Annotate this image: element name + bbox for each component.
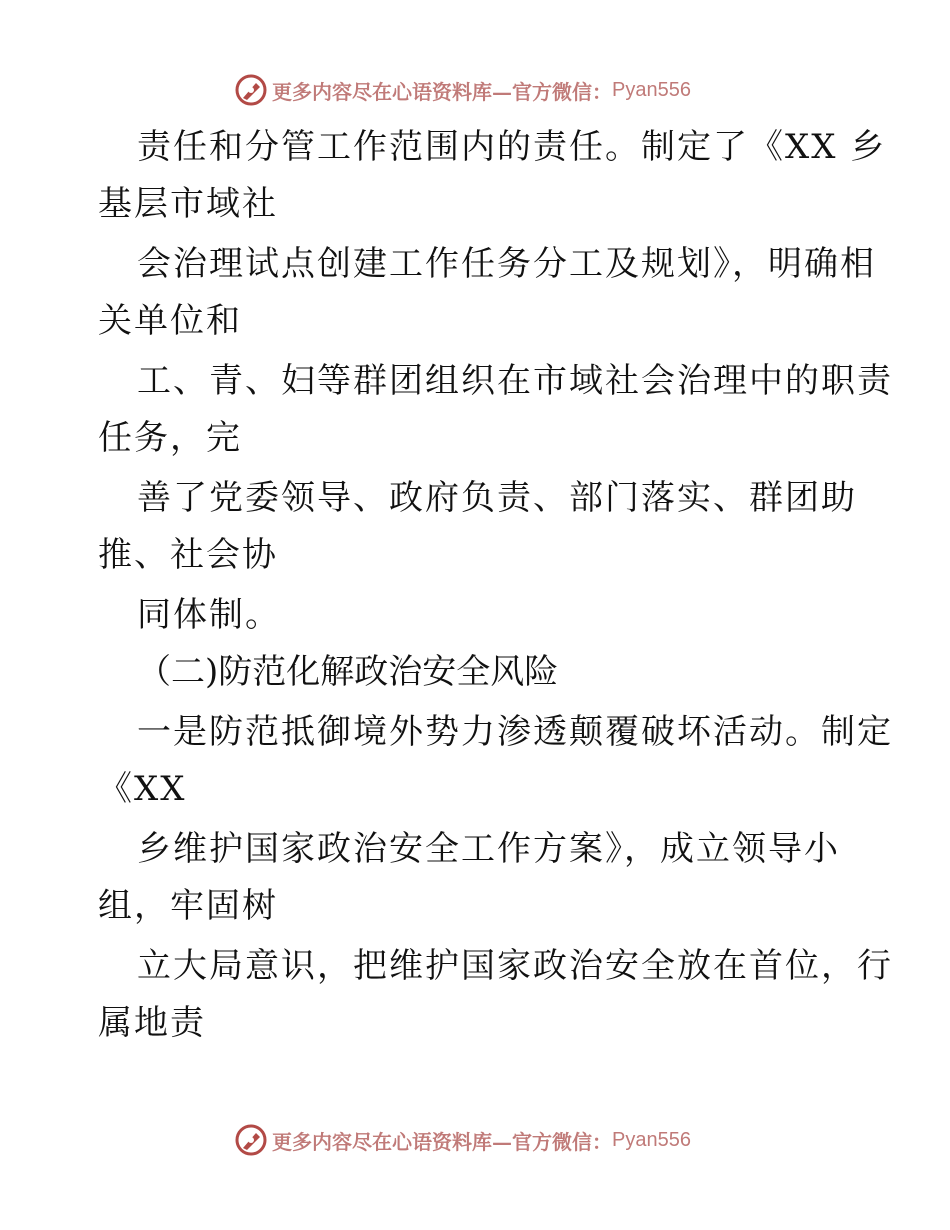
- body-line: 乡维护国家政治安全工作方案》，成立领导小: [137, 829, 840, 869]
- header-watermark: [234, 72, 691, 108]
- watermark-text: 更多内容尽在心语资料库—官方微信：: [272, 79, 612, 104]
- watermark-handle: Pyan556: [612, 78, 691, 101]
- body-line: 立大局意识，把维护国家政治安全放在首位，行: [137, 946, 893, 986]
- pen-logo-icon: [234, 73, 268, 107]
- body-line: 工、青、妇等群团组织在市域社会治理中的职责: [137, 361, 893, 401]
- body-line: 同体制。: [137, 595, 281, 635]
- body-line: 关单位和: [98, 301, 242, 341]
- section-heading: （二)防范化解政治安全风险: [137, 652, 559, 692]
- body-line: 推、社会协: [98, 535, 278, 575]
- body-line: 责任和分管工作范围内的责任。制定了《XX 乡: [137, 127, 887, 167]
- body-line: 善了党委领导、政府负责、部门落实、群团助: [137, 478, 857, 518]
- body-line: 基层市域社: [98, 184, 278, 224]
- body-line: 组，牢固树: [98, 886, 278, 926]
- body-line: 属地责: [98, 1003, 206, 1043]
- watermark-handle: Pyan556: [612, 1128, 691, 1151]
- body-line: 《XX: [98, 769, 187, 809]
- footer-watermark: [234, 1122, 691, 1158]
- body-line: 任务，完: [98, 418, 242, 458]
- watermark-text: 更多内容尽在心语资料库—官方微信：: [272, 1129, 612, 1154]
- body-line: 一是防范抵御境外势力渗透颠覆破坏活动。制定: [137, 712, 893, 752]
- pen-logo-icon: [234, 1123, 268, 1157]
- body-line: 会治理试点创建工作任务分工及规划》，明确相: [137, 244, 876, 284]
